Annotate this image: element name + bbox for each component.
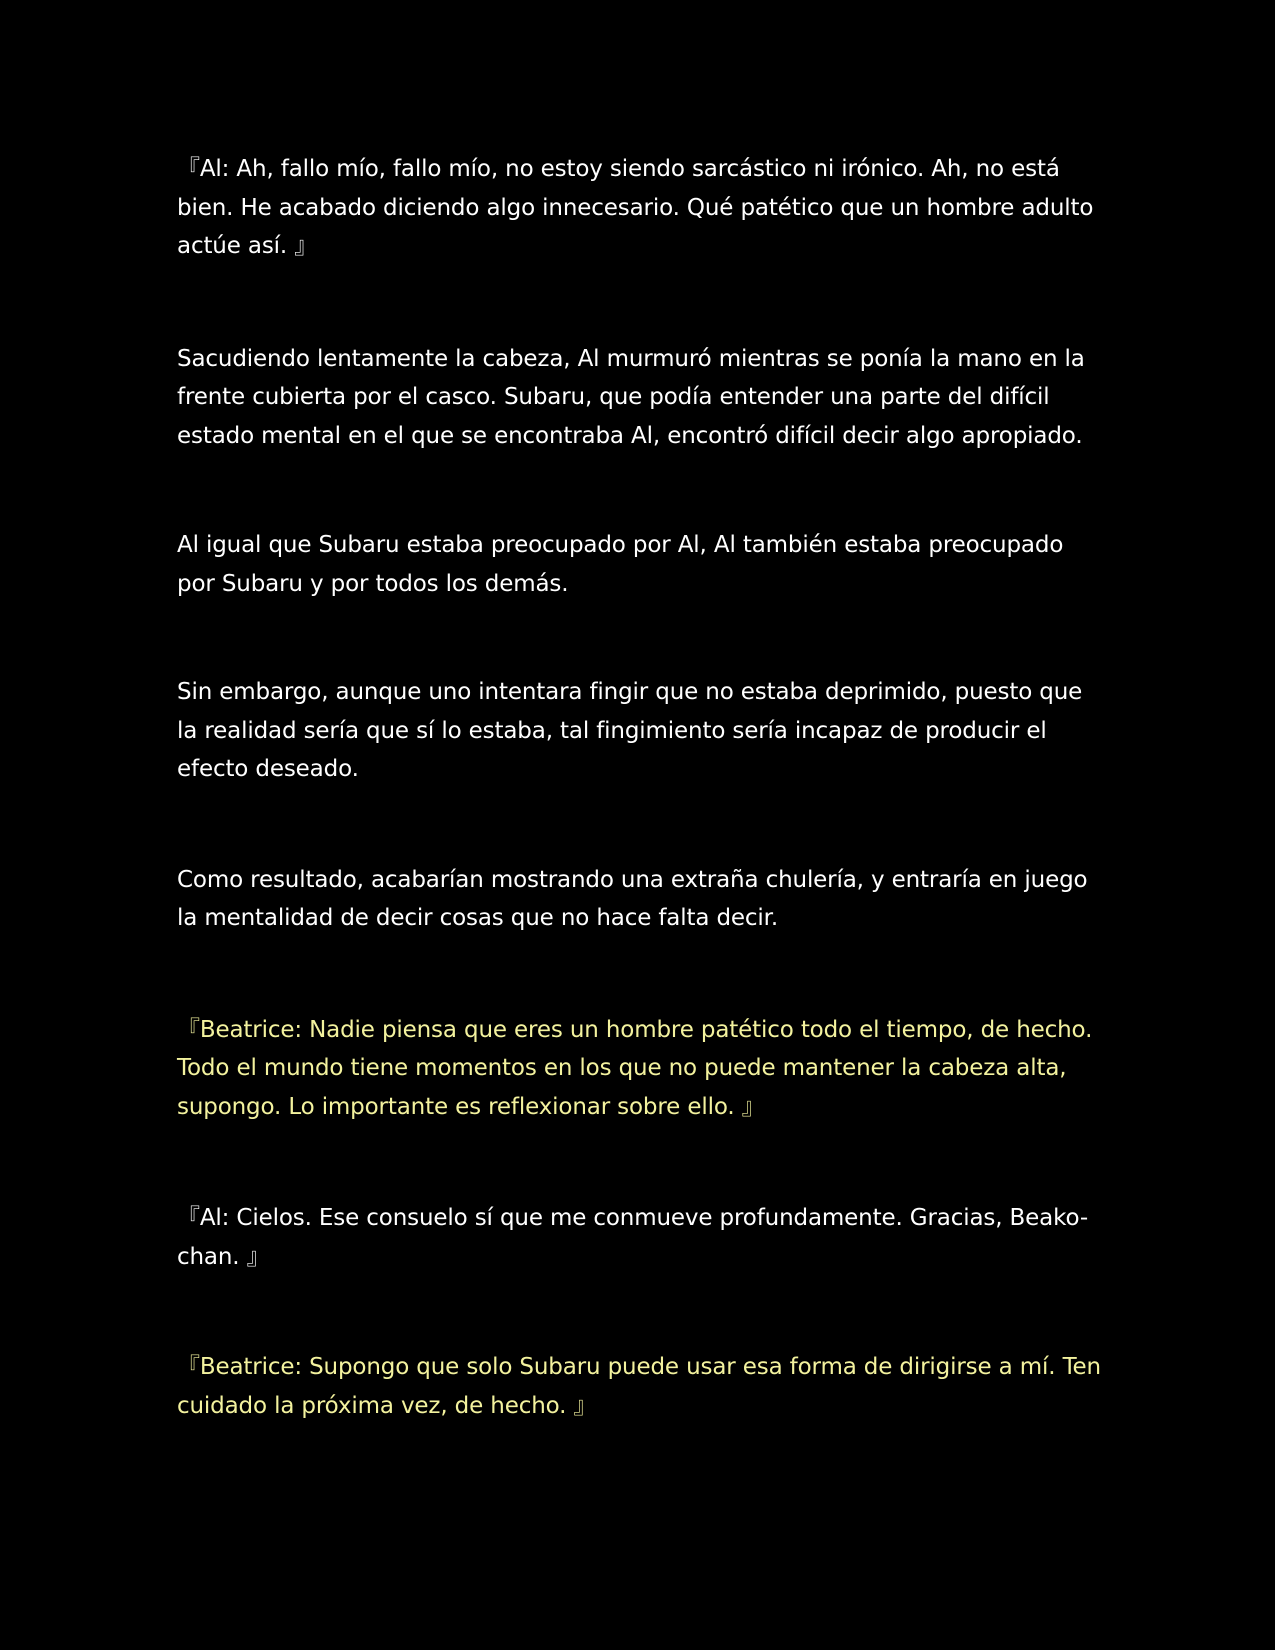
narration-paragraph: Sacudiendo lentamente la cabeza, Al murmuró mientras se ponía la mano en la frente cubierta por el casco. Subaru, que podía entender una parte del difícil estado mental en el que se encontraba Al, encontró difícil decir algo apropiado. xyxy=(177,345,1085,449)
document-page xyxy=(177,150,1107,1425)
dialogue-al: 『Al: Ah, fallo mío, fallo mío, no estoy siendo sarcástico ni irónico. Ah, no está bien. He acabado diciendo algo innecesario. Qué patético que un hombre adulto actúe así. 』 xyxy=(177,156,1094,259)
dialogue-beatrice: 『Beatrice: Nadie piensa que eres un hombre patético todo el tiempo, de hecho. Todo el mundo tiene momentos en los que no puede mantener la cabeza alta, supongo. Lo importante es reflexionar sobre ello. 』 xyxy=(177,1016,1093,1120)
dialogue-beatrice: 『Beatrice: Supongo que solo Subaru puede usar esa forma de dirigirse a mí. Ten cuidado la próxima vez, de hecho. 』 xyxy=(177,1354,1101,1419)
narration-paragraph: Al igual que Subaru estaba preocupado por Al, Al también estaba preocupado por Subaru y por todos los demás. xyxy=(177,532,1064,597)
dialogue-al: 『Al: Cielos. Ese consuelo sí que me conmueve profundamente. Gracias, Beako-chan. 』 xyxy=(177,1205,1088,1270)
narration-paragraph: Sin embargo, aunque uno intentara fingir que no estaba deprimido, puesto que la realidad sería que sí lo estaba, tal fingimiento sería incapaz de producir el efecto deseado. xyxy=(177,679,1083,782)
narration-paragraph: Como resultado, acabarían mostrando una extraña chulería, y entraría en juego la mentalidad de decir cosas que no hace falta decir. xyxy=(177,866,1088,931)
